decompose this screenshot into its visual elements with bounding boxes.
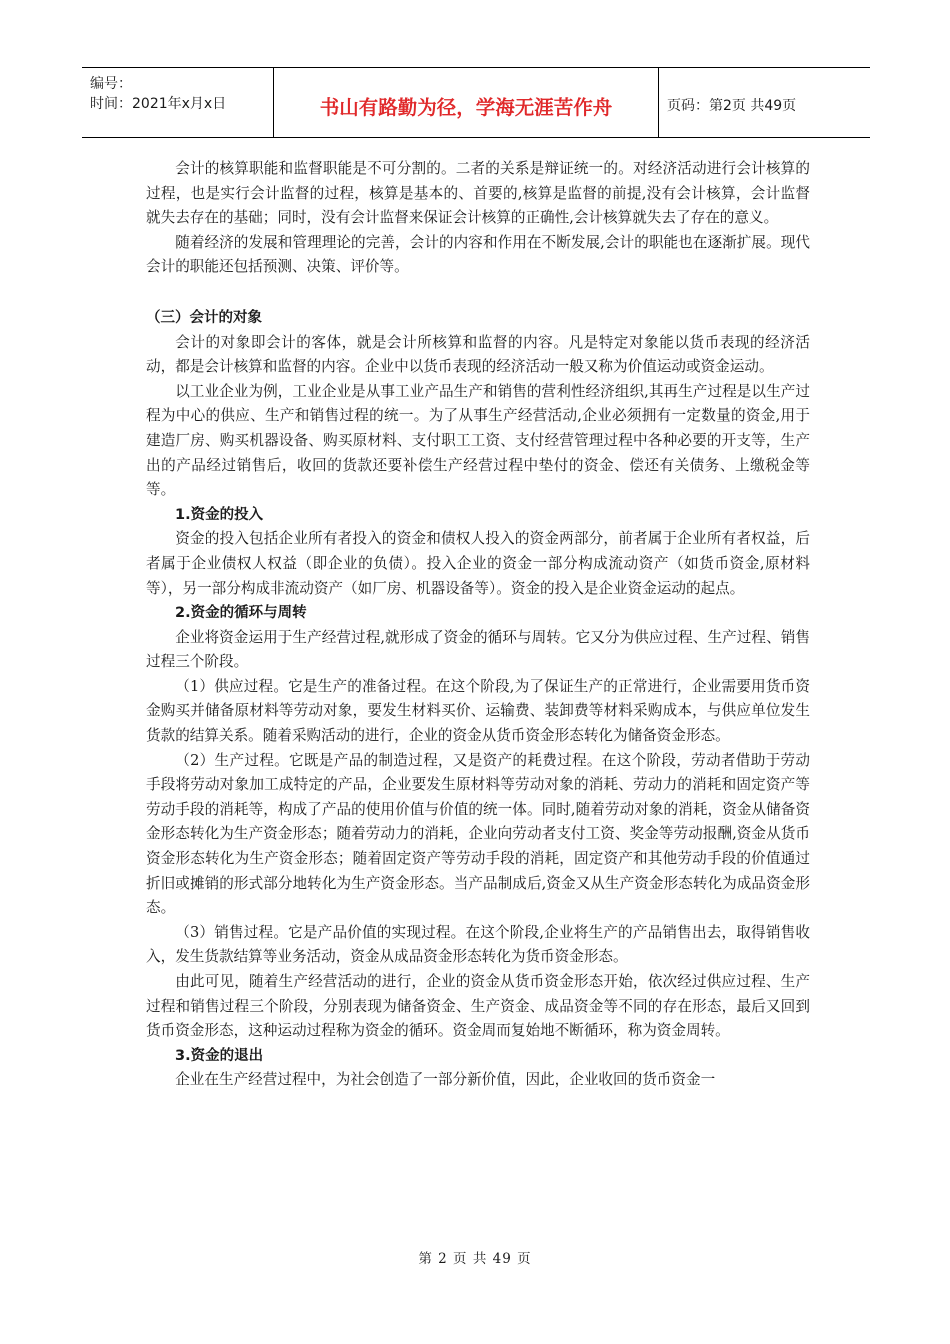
paragraph: （1）供应过程。它是生产的准备过程。在这个阶段,为了保证生产的正常进行，企业需要用货币资金购买并储备原材料等劳动对象，要发生材料买价、运输费、装卸费等材料采购成本，与供应单位发生货款的结算关系。随着采购活动的进行，企业的资金从货币资金形态转化为储备资金形态。 [146,677,810,745]
header-page-info: 页码：第2页 共49页 [667,97,797,114]
paragraph: 企业将资金运用于生产经营过程,就形成了资金的循环与周转。它又分为供应过程、生产过程、销售过程三个阶段。 [146,628,810,671]
header-motto: 书山有路勤为径，学海无涯苦作舟 [274,68,659,137]
paragraph: 企业在生产经营过程中，为社会创造了一部分新价值，因此，企业收回的货币资金一 [175,1071,716,1089]
serial-label: 编号： [90,76,132,92]
paragraph: （2）生产过程。它既是产品的制造过程，又是资产的耗费过程。在这个阶段，劳动者借助于劳动手段将劳动对象加工成特定的产品，企业要发生原材料等劳动对象的消耗、劳动力的消耗和固定资产等劳动手段的消耗等，构成了产品的使用价值与价值的统一体。同时,随着劳动对象的消耗，资金从储备资金形态转化为生产资金形态；随着劳动力的消耗，企业向劳动者支付工资、奖金等劳动报酬,资金从货币资金形态转化为生产资金形态；随着固定资产等劳动手段的消耗，固定资产和其他劳动手段的价值通过折旧或摊销的形式部分地转化为生产资金形态。当产品制成后,资金又从生产资金形态转化为成品资金形态。 [146,751,810,917]
section-heading: （三）会计的对象 [146,309,262,326]
paragraph: 资金的投入包括企业所有者投入的资金和债权人投入的资金两部分，前者属于企业所有者权益，后者属于企业债权人权益（即企业的负债）。投入企业的资金一部分构成流动资产（如货币资金,原材料等），另一部分构成非流动资产（如厂房、机器设备等）。资金的投入是企业资金运动的起点。 [146,530,810,597]
paragraph: 会计的核算职能和监督职能是不可分割的。二者的关系是辩证统一的。对经济活动进行会计核算的过程，也是实行会计监督的过程，核算是基本的、首要的,核算是监督的前提,没有会计核算，会计监督就失去存在的基础；同时，没有会计监督来保证会计核算的正确性,会计核算就失去了存在的意义。 [146,160,810,227]
page-header [82,67,870,138]
subsection-heading: 2.资金的循环与周转 [175,605,307,622]
date-line: 时间：2021年x月x日 [90,96,227,112]
paragraph: 以工业企业为例，工业企业是从事工业产品生产和销售的营利性经济组织,其再生产过程是以生产过程为中心的供应、生产和销售过程的统一。为了从事生产经营活动,企业必须拥有一定数量的资金,用于建造厂房、购买机器设备、购买原材料、支付职工工资、支付经营管理过程中各种必要的开支等，生产出的产品经过销售后，收回的货款还要补偿生产经营过程中垫付的资金、偿还有关债务、上缴税金等等。 [146,382,810,499]
paragraph: 会计的对象即会计的客体，就是会计所核算和监督的内容。凡是特定对象能以货币表现的经济活动，都是会计核算和监督的内容。企业中以货币表现的经济活动一般又称为价值运动或资金运动。 [146,333,810,376]
document-body [146,157,810,1093]
paragraph: 随着经济的发展和管理理论的完善，会计的内容和作用在不断发展,会计的职能也在逐渐扩展。现代会计的职能还包括预测、决策、评价等。 [146,233,810,276]
paragraph: （3）销售过程。它是产品价值的实现过程。在这个阶段,企业将生产的产品销售出去，取得销售收入，发生货款结算等业务活动，资金从成品资金形态转化为货币资金形态。 [146,923,810,966]
subsection-heading: 1.资金的投入 [175,506,264,523]
page-footer: 第 2 页 共 49 页 [418,1251,532,1267]
header-meta [82,68,274,137]
paragraph: 由此可见，随着生产经营活动的进行，企业的资金从货币资金形态开始，依次经过供应过程、生产过程和销售过程三个阶段，分别表现为储备资金、生产资金、成品资金等不同的存在形态，最后又回到货币资金形态，这种运动过程称为资金的循环。资金周而复始地不断循环，称为资金周转。 [146,973,810,1040]
subsection-heading: 3.资金的退出 [175,1047,264,1064]
